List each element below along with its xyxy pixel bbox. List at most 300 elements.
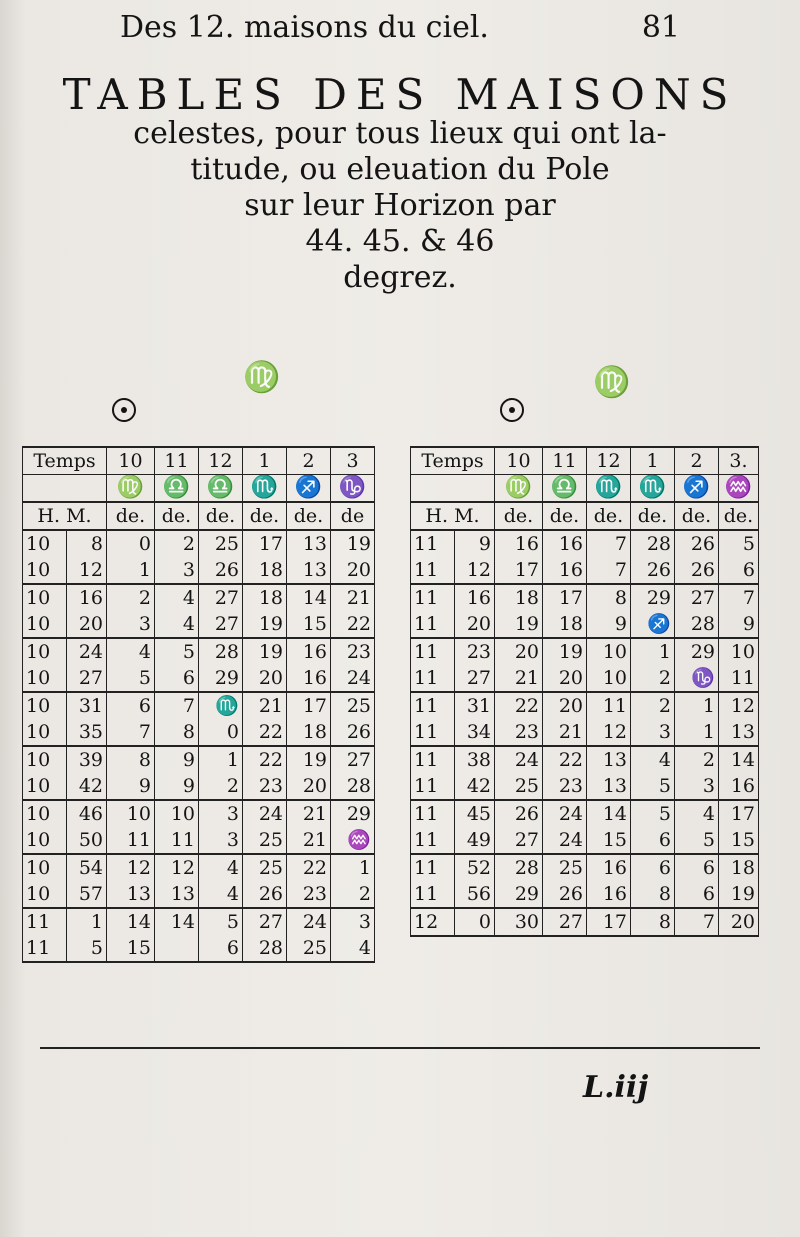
degree-cell: 3 <box>631 719 675 746</box>
minute-cell: 42 <box>67 773 107 800</box>
degree-cell: 9 <box>155 746 199 773</box>
sign-row <box>411 475 759 503</box>
degree-cell: 8 <box>631 908 675 936</box>
degree-cell: 22 <box>495 692 543 719</box>
hour-cell: 11 <box>411 719 455 746</box>
degree-cell: 13 <box>587 773 631 800</box>
degree-cell: 16 <box>719 773 759 800</box>
degree-cell: 17 <box>587 908 631 936</box>
hour-cell: 12 <box>411 908 455 936</box>
zodiac-sign-icon: ♏ <box>587 475 631 503</box>
house-header: 1 <box>631 447 675 475</box>
houses-table-right <box>410 446 759 937</box>
hour-cell: 11 <box>411 692 455 719</box>
degree-cell: 23 <box>543 773 587 800</box>
degree-cell: 17 <box>719 800 759 827</box>
hours-minutes-label: H. M. <box>411 502 495 530</box>
hour-cell: 10 <box>23 746 67 773</box>
degree-cell: 24 <box>495 746 543 773</box>
degree-cell: 14 <box>587 800 631 827</box>
degrees-label: de. <box>155 502 199 530</box>
degree-cell: 7 <box>675 908 719 936</box>
virgo-sign-icon: ♍ <box>243 360 281 395</box>
zodiac-sign-icon: ♏ <box>243 475 287 503</box>
hour-cell: 11 <box>411 584 455 611</box>
degree-cell: 11 <box>155 827 199 854</box>
house-header: 10 <box>107 447 155 475</box>
degree-cell: 24 <box>287 908 331 935</box>
hour-cell: 10 <box>23 854 67 881</box>
hour-cell: 10 <box>23 800 67 827</box>
hour-cell: 10 <box>23 773 67 800</box>
degree-cell: 24 <box>543 800 587 827</box>
degree-cell: 6 <box>675 854 719 881</box>
degree-cell: 5 <box>631 800 675 827</box>
degree-cell: 4 <box>199 881 243 908</box>
degree-cell: 25 <box>495 773 543 800</box>
degree-cell: 11 <box>719 665 759 692</box>
hour-cell: 10 <box>23 611 67 638</box>
hour-cell: 11 <box>411 773 455 800</box>
degree-cell: 19 <box>243 611 287 638</box>
degree-cell: 12 <box>155 854 199 881</box>
degree-cell: 15 <box>719 827 759 854</box>
degree-cell: 13 <box>287 530 331 557</box>
virgo-sign-icon: ♍ <box>593 365 631 400</box>
degree-cell: 19 <box>243 638 287 665</box>
header-row <box>23 447 375 475</box>
degree-cell: 27 <box>199 611 243 638</box>
degree-cell: 27 <box>243 908 287 935</box>
degree-cell: 25 <box>287 935 331 962</box>
hour-cell: 10 <box>23 827 67 854</box>
sign-row <box>23 475 375 503</box>
degree-cell: 13 <box>587 746 631 773</box>
hour-cell: 11 <box>411 746 455 773</box>
minute-cell: 45 <box>455 800 495 827</box>
minute-cell: 34 <box>455 719 495 746</box>
degree-cell: 2 <box>107 584 155 611</box>
degree-cell: 26 <box>675 557 719 584</box>
degree-cell: 30 <box>495 908 543 936</box>
degree-cell: 21 <box>287 800 331 827</box>
degree-cell: 28 <box>675 611 719 638</box>
sign-cell-blank <box>411 475 495 503</box>
degree-cell: 20 <box>543 692 587 719</box>
degree-cell: 17 <box>495 557 543 584</box>
minute-cell: 12 <box>67 557 107 584</box>
running-head <box>120 10 680 50</box>
zodiac-sign-icon: ♏ <box>631 475 675 503</box>
degree-cell: 25 <box>243 854 287 881</box>
table-row <box>23 584 375 611</box>
degree-cell: 13 <box>155 881 199 908</box>
minute-cell: 52 <box>455 854 495 881</box>
minute-cell: 20 <box>455 611 495 638</box>
degree-cell: 28 <box>243 935 287 962</box>
degree-cell: ♑ <box>675 665 719 692</box>
table-row <box>23 773 375 800</box>
table-row <box>411 530 759 557</box>
degrees-label: de. <box>243 502 287 530</box>
degree-cell: 29 <box>495 881 543 908</box>
degree-cell: 4 <box>199 854 243 881</box>
degree-cell: 3 <box>331 908 375 935</box>
degree-cell: 8 <box>107 746 155 773</box>
degree-cell: 6 <box>107 692 155 719</box>
hour-cell: 11 <box>411 827 455 854</box>
houses-table-left <box>22 446 375 963</box>
degree-cell: 11 <box>587 692 631 719</box>
minute-cell: 9 <box>455 530 495 557</box>
house-header: 11 <box>543 447 587 475</box>
table-row <box>23 800 375 827</box>
degree-cell: 3 <box>155 557 199 584</box>
running-title: Des 12. maisons du ciel. <box>120 10 489 45</box>
table-row <box>411 773 759 800</box>
degree-cell: 6 <box>199 935 243 962</box>
degrees-label: de. <box>495 502 543 530</box>
zodiac-sign-icon: ♐ <box>287 475 331 503</box>
degree-cell: 19 <box>543 638 587 665</box>
degree-cell: 27 <box>675 584 719 611</box>
degree-cell: 1 <box>675 719 719 746</box>
degrees-label: de. <box>631 502 675 530</box>
degree-cell: 19 <box>287 746 331 773</box>
degree-cell: 22 <box>287 854 331 881</box>
sun-symbol-icon <box>500 398 524 422</box>
hour-cell: 11 <box>23 935 67 962</box>
degree-cell: 28 <box>199 638 243 665</box>
degree-cell: 27 <box>495 827 543 854</box>
subtitle-line: celestes, pour tous lieux qui ont la- <box>133 116 667 151</box>
table-row <box>23 827 375 854</box>
degree-cell: 6 <box>675 881 719 908</box>
hour-cell: 11 <box>411 854 455 881</box>
degree-cell: 2 <box>631 665 675 692</box>
minute-cell: 39 <box>67 746 107 773</box>
degree-cell: 28 <box>331 773 375 800</box>
table-row <box>23 692 375 719</box>
table-row <box>411 854 759 881</box>
degree-cell: 7 <box>719 584 759 611</box>
degree-cell: 20 <box>719 908 759 936</box>
degree-cell: ♐ <box>631 611 675 638</box>
degree-cell: 28 <box>495 854 543 881</box>
bottom-rule <box>40 1047 760 1049</box>
degree-cell: 20 <box>287 773 331 800</box>
hour-cell: 11 <box>411 665 455 692</box>
table-row <box>23 665 375 692</box>
hour-cell: 10 <box>23 665 67 692</box>
degree-cell: 2 <box>331 881 375 908</box>
header-row <box>411 447 759 475</box>
table-row <box>23 854 375 881</box>
table-row <box>411 827 759 854</box>
degree-cell: 9 <box>155 773 199 800</box>
table-row <box>411 908 759 936</box>
zodiac-sign-icon: ♎ <box>155 475 199 503</box>
hour-cell: 10 <box>23 638 67 665</box>
table-row <box>411 611 759 638</box>
degree-cell: 21 <box>331 584 375 611</box>
degree-cell: 18 <box>719 854 759 881</box>
minute-cell: 27 <box>67 665 107 692</box>
page-number: 81 <box>641 10 680 45</box>
degree-cell: 3 <box>675 773 719 800</box>
degree-cell: 7 <box>587 557 631 584</box>
degrees-label: de. <box>199 502 243 530</box>
house-header: 1 <box>243 447 287 475</box>
degree-cell: 18 <box>243 557 287 584</box>
degree-cell: 25 <box>331 692 375 719</box>
degree-cell: 2 <box>631 692 675 719</box>
degree-cell: 23 <box>287 881 331 908</box>
degree-cell: 24 <box>331 665 375 692</box>
table-row <box>23 638 375 665</box>
degree-cell: 1 <box>331 854 375 881</box>
degree-cell: 10 <box>107 800 155 827</box>
degree-cell: 22 <box>243 746 287 773</box>
minute-cell: 16 <box>455 584 495 611</box>
degree-cell: 15 <box>287 611 331 638</box>
house-header: 11 <box>155 447 199 475</box>
degree-cell: 0 <box>107 530 155 557</box>
time-header: Temps <box>23 447 107 475</box>
degree-cell: 25 <box>543 854 587 881</box>
degree-cell: 17 <box>543 584 587 611</box>
degree-cell: 6 <box>155 665 199 692</box>
time-header: Temps <box>411 447 495 475</box>
hour-cell: 10 <box>23 584 67 611</box>
hour-cell: 10 <box>23 557 67 584</box>
degree-cell: 29 <box>675 638 719 665</box>
house-header: 12 <box>199 447 243 475</box>
zodiac-sign-icon: ♍ <box>107 475 155 503</box>
degree-cell: 8 <box>155 719 199 746</box>
degree-cell <box>155 935 199 962</box>
minute-cell: 27 <box>455 665 495 692</box>
degree-cell: 7 <box>107 719 155 746</box>
degree-cell: 16 <box>543 530 587 557</box>
hour-cell: 11 <box>411 530 455 557</box>
degree-cell: 2 <box>155 530 199 557</box>
page-title: TABLES DES MAISONS <box>62 70 738 119</box>
hour-cell: 11 <box>23 908 67 935</box>
degree-cell: 18 <box>543 611 587 638</box>
degree-cell: 1 <box>631 638 675 665</box>
degree-cell: 16 <box>543 557 587 584</box>
degree-cell: 7 <box>155 692 199 719</box>
table-row <box>23 881 375 908</box>
degree-cell: 26 <box>331 719 375 746</box>
degree-cell: 22 <box>331 611 375 638</box>
signature-mark: L.iij <box>583 1070 649 1105</box>
minute-cell: 5 <box>67 935 107 962</box>
degrees-label: de <box>331 502 375 530</box>
degree-cell: 21 <box>543 719 587 746</box>
units-row <box>23 502 375 530</box>
degree-cell: 2 <box>675 746 719 773</box>
minute-cell: 56 <box>455 881 495 908</box>
degree-cell: 26 <box>243 881 287 908</box>
degree-cell: 16 <box>495 530 543 557</box>
degree-cell: 3 <box>107 611 155 638</box>
degree-cell: 14 <box>287 584 331 611</box>
house-header: 2 <box>287 447 331 475</box>
table-row <box>23 746 375 773</box>
degree-cell: 23 <box>495 719 543 746</box>
degree-cell: 27 <box>199 584 243 611</box>
degree-cell: 16 <box>287 638 331 665</box>
degree-cell: 14 <box>155 908 199 935</box>
degree-cell: 4 <box>155 611 199 638</box>
degree-cell: 20 <box>495 638 543 665</box>
house-header: 3 <box>331 447 375 475</box>
degree-cell: 9 <box>107 773 155 800</box>
zodiac-sign-icon: ♎ <box>199 475 243 503</box>
degree-cell: 6 <box>631 854 675 881</box>
hour-cell: 11 <box>411 881 455 908</box>
degree-cell: 27 <box>331 746 375 773</box>
degree-cell: 23 <box>331 638 375 665</box>
table-row <box>23 557 375 584</box>
degree-cell: 26 <box>675 530 719 557</box>
degree-cell: 20 <box>331 557 375 584</box>
degree-cell: 12 <box>587 719 631 746</box>
degree-cell: 18 <box>287 719 331 746</box>
degree-cell: 26 <box>495 800 543 827</box>
minute-cell: 1 <box>67 908 107 935</box>
degree-cell: 19 <box>331 530 375 557</box>
degree-cell: 4 <box>155 584 199 611</box>
zodiac-sign-icon: ♎ <box>543 475 587 503</box>
minute-cell: 16 <box>67 584 107 611</box>
hour-cell: 10 <box>23 692 67 719</box>
degree-cell: 17 <box>287 692 331 719</box>
degree-cell: 9 <box>587 611 631 638</box>
minute-cell: 31 <box>455 692 495 719</box>
degree-cell: 5 <box>155 638 199 665</box>
minute-cell: 8 <box>67 530 107 557</box>
degree-cell: 22 <box>543 746 587 773</box>
degree-cell: 5 <box>199 908 243 935</box>
degree-cell: 26 <box>631 557 675 584</box>
subtitle-line: sur leur Horizon par <box>244 188 556 223</box>
house-header: 2 <box>675 447 719 475</box>
subtitle-line: degrez. <box>343 260 457 295</box>
table-row <box>411 665 759 692</box>
degree-cell: 1 <box>107 557 155 584</box>
degree-cell: 14 <box>719 746 759 773</box>
minute-cell: 46 <box>67 800 107 827</box>
degree-cell: 24 <box>543 827 587 854</box>
sign-cell-blank <box>23 475 107 503</box>
table-row <box>411 557 759 584</box>
degree-cell: 20 <box>243 665 287 692</box>
hours-minutes-label: H. M. <box>23 502 107 530</box>
degree-cell: 4 <box>675 800 719 827</box>
degree-cell: 25 <box>199 530 243 557</box>
degree-cell: ♒ <box>331 827 375 854</box>
degree-cell: 12 <box>107 854 155 881</box>
minute-cell: 20 <box>67 611 107 638</box>
minute-cell: 54 <box>67 854 107 881</box>
degree-cell: 16 <box>587 854 631 881</box>
minute-cell: 0 <box>455 908 495 936</box>
degree-cell: 4 <box>331 935 375 962</box>
degree-cell: 4 <box>631 746 675 773</box>
degrees-label: de. <box>287 502 331 530</box>
degree-cell: 21 <box>243 692 287 719</box>
table-row <box>411 719 759 746</box>
hour-cell: 10 <box>23 530 67 557</box>
degree-cell: 20 <box>543 665 587 692</box>
degree-cell: 18 <box>243 584 287 611</box>
degree-cell: 0 <box>199 719 243 746</box>
degree-cell: 15 <box>587 827 631 854</box>
degree-cell: 16 <box>287 665 331 692</box>
subtitle <box>60 116 740 296</box>
hour-cell: 11 <box>411 557 455 584</box>
subtitle-line: 44. 45. & 46 <box>305 224 495 259</box>
degrees-label: de. <box>719 502 759 530</box>
degree-cell: 13 <box>719 719 759 746</box>
degree-cell: 22 <box>243 719 287 746</box>
hour-cell: 10 <box>23 719 67 746</box>
table-row <box>411 584 759 611</box>
subtitle-line: titude, ou eleuation du Pole <box>190 152 610 187</box>
minute-cell: 42 <box>455 773 495 800</box>
minute-cell: 49 <box>455 827 495 854</box>
hour-cell: 11 <box>411 638 455 665</box>
zodiac-sign-icon: ♍ <box>495 475 543 503</box>
house-header: 3. <box>719 447 759 475</box>
degree-cell: 29 <box>199 665 243 692</box>
sun-symbol-icon <box>112 398 136 422</box>
degree-cell: 8 <box>587 584 631 611</box>
table-row <box>411 692 759 719</box>
degree-cell: 10 <box>155 800 199 827</box>
degree-cell: 6 <box>631 827 675 854</box>
table-row <box>23 719 375 746</box>
minute-cell: 23 <box>455 638 495 665</box>
degree-cell: 25 <box>243 827 287 854</box>
degree-cell: 13 <box>287 557 331 584</box>
degree-cell: 4 <box>107 638 155 665</box>
degree-cell: 6 <box>719 557 759 584</box>
degree-cell: 13 <box>107 881 155 908</box>
degrees-label: de. <box>587 502 631 530</box>
degree-cell: 5 <box>675 827 719 854</box>
degree-cell: 21 <box>495 665 543 692</box>
degree-cell: 1 <box>675 692 719 719</box>
degree-cell: 14 <box>107 908 155 935</box>
degree-cell: 18 <box>495 584 543 611</box>
degree-cell: 10 <box>587 638 631 665</box>
degree-cell: 9 <box>719 611 759 638</box>
hour-cell: 11 <box>411 800 455 827</box>
degree-cell: 26 <box>199 557 243 584</box>
degree-cell: 24 <box>243 800 287 827</box>
degrees-label: de. <box>107 502 155 530</box>
degree-cell: 11 <box>107 827 155 854</box>
degree-cell: 10 <box>587 665 631 692</box>
degree-cell: 3 <box>199 827 243 854</box>
zodiac-sign-icon: ♑ <box>331 475 375 503</box>
degree-cell: 5 <box>719 530 759 557</box>
degrees-label: de. <box>543 502 587 530</box>
